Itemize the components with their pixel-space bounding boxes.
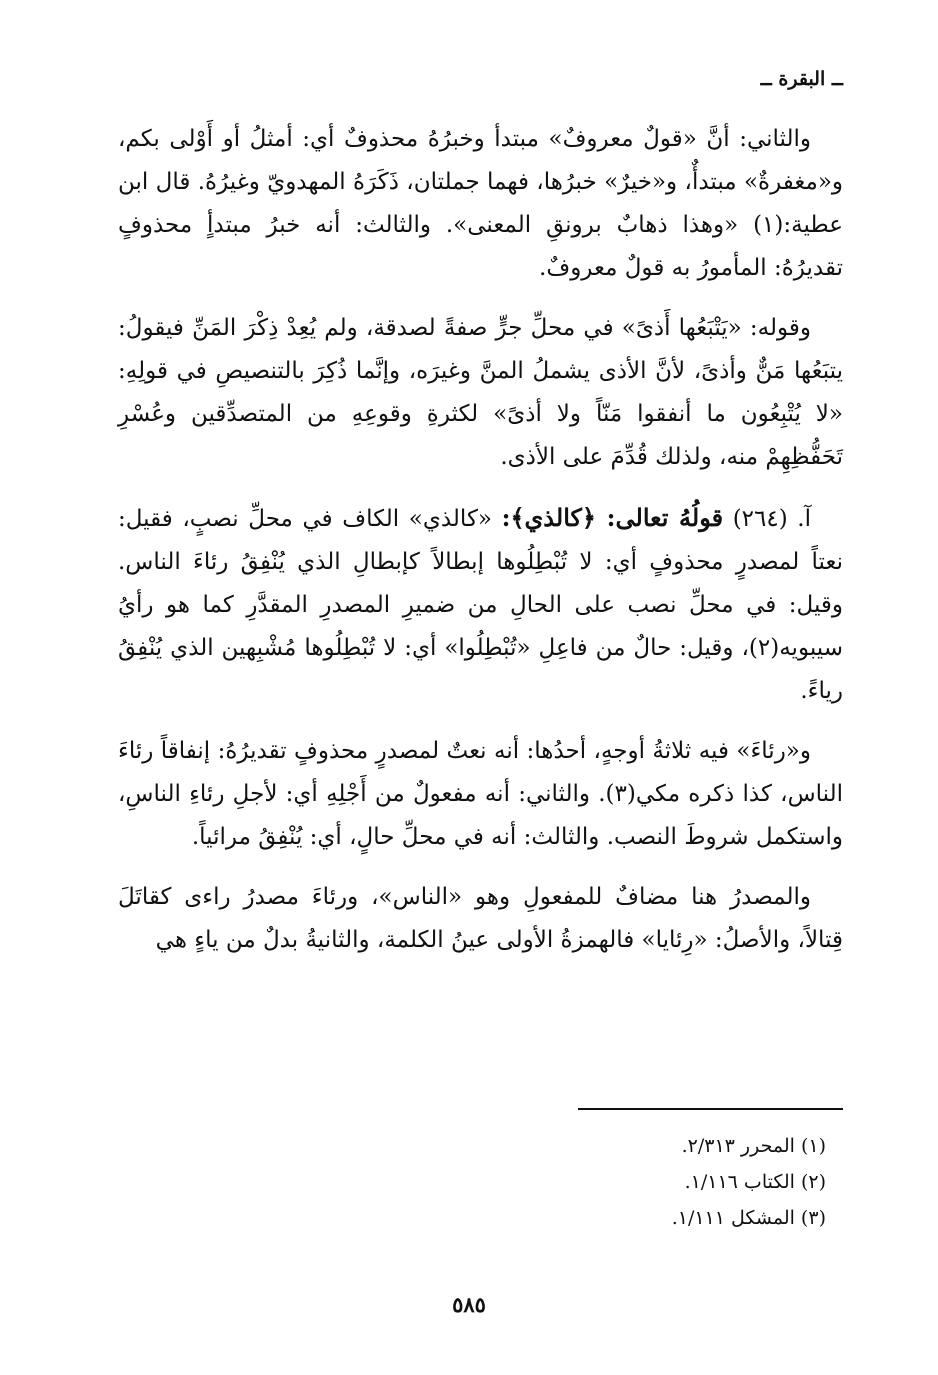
paragraph-1: والثاني: أنَّ «قولٌ معروفٌ» مبتدأ وخبرُهُ محذوفٌ أي: أمثلُ أو أَوْلى بكم، و«مغفرةٌ» مبتدأٌ، و«خيرٌ» خبرُها، فهما جملتان، ذَكَرَهُ المهدويّ وغيرُهُ. قال ابن عطية:(١) «وهذا ذهابٌ برونقِ المعنى». والثالث: أنه خبرُ مبتدأٍ محذوفٍ تقديرُهُ: المأمورُ به قولٌ معروفٌ. xyxy=(118,126,843,281)
verse-commentary: «كالذي» الكاف في محلِّ نصبٍ، فقيل: نعتاً لمصدرٍ محذوفٍ أي: لا تُبْطِلُوها إبطالاً كإبطالِ الذي يُنْفِقُ رئاءَ الناس. وقيل: في محلِّ نصب على الحالِ من ضميرِ المصدرِ المقدَّرِ كما هو رأيُ سيبويه(٢)، وقيل: حالٌ من فاعِلِ «تُبْطِلُوا» أي: لا تُبْطِلُوها مُشْبِهين الذي يُنْفِقُ رياءً. xyxy=(118,506,843,704)
verse-number: آ. (٢٦٤) xyxy=(732,506,812,532)
footnote-1: (١) المحرر ٢/٣١٣. xyxy=(681,1135,826,1157)
page-number: ٥٨٥ xyxy=(452,1292,486,1317)
main-text xyxy=(118,118,843,979)
footnote-2: (٢) الكتاب ١/١١٦. xyxy=(684,1171,826,1193)
paragraph-2: وقوله: «يَتْبَعُها أَذىً» في محلِّ جرٍّ صفةً لصدقة، ولم يُعِدْ ذِكْرَ المَنِّ فيقولُ: يتبَعُها مَنٌّ وأذىً، لأنَّ الأذى يشملُ المنَّ وغيرَه، وإنَّما ذُكِرَ بالتنصيصِ في قولِهِ: «لا يُتْبِعُون ما أنفقوا مَنّاً ولا أذىً» لكثرةِ وقوعِهِ من المتصدِّقين وعُسْرِ تَحَفُّظِهِمْ منه، ولذلك قُدِّمَ على الأذى. xyxy=(118,315,843,470)
verse-paragraph xyxy=(118,496,843,713)
verse-heading: قولُهُ تعالى: ﴿كالذي﴾: xyxy=(501,503,724,532)
footnotes xyxy=(226,1128,826,1236)
footnote-3: (٣) المشكل ١/١١١. xyxy=(671,1207,826,1229)
paragraph-3: و«رئاءَ» فيه ثلاثةُ أوجهٍ، أحدُها: أنه نعتٌ لمصدرٍ محذوفٍ تقديرُهُ: إنفاقاً رئاءَ الناس، كذا ذكره مكي(٣). والثاني: أنه مفعولٌ من أَجْلِهِ أي: لأجلِ رئاءِ الناسِ، واستكمل شروطَ النصب. والثالث: أنه في محلِّ حالٍ، أي: يُنْفِقُ مرائياً. xyxy=(118,738,843,850)
paragraph-4: والمصدرُ هنا مضافٌ للمفعولِ وهو «الناس»، ورئاءَ مصدرُ راءى كقاتَلَ قِتالاً، والأصلُ: «رِئايا» فالهمزةُ الأولى عينُ الكلمة، والثانيةُ بدلٌ من ياءٍ هي xyxy=(118,884,843,953)
footnote-divider xyxy=(578,1108,843,1110)
running-header: ــ البقرة ــ xyxy=(760,68,843,90)
